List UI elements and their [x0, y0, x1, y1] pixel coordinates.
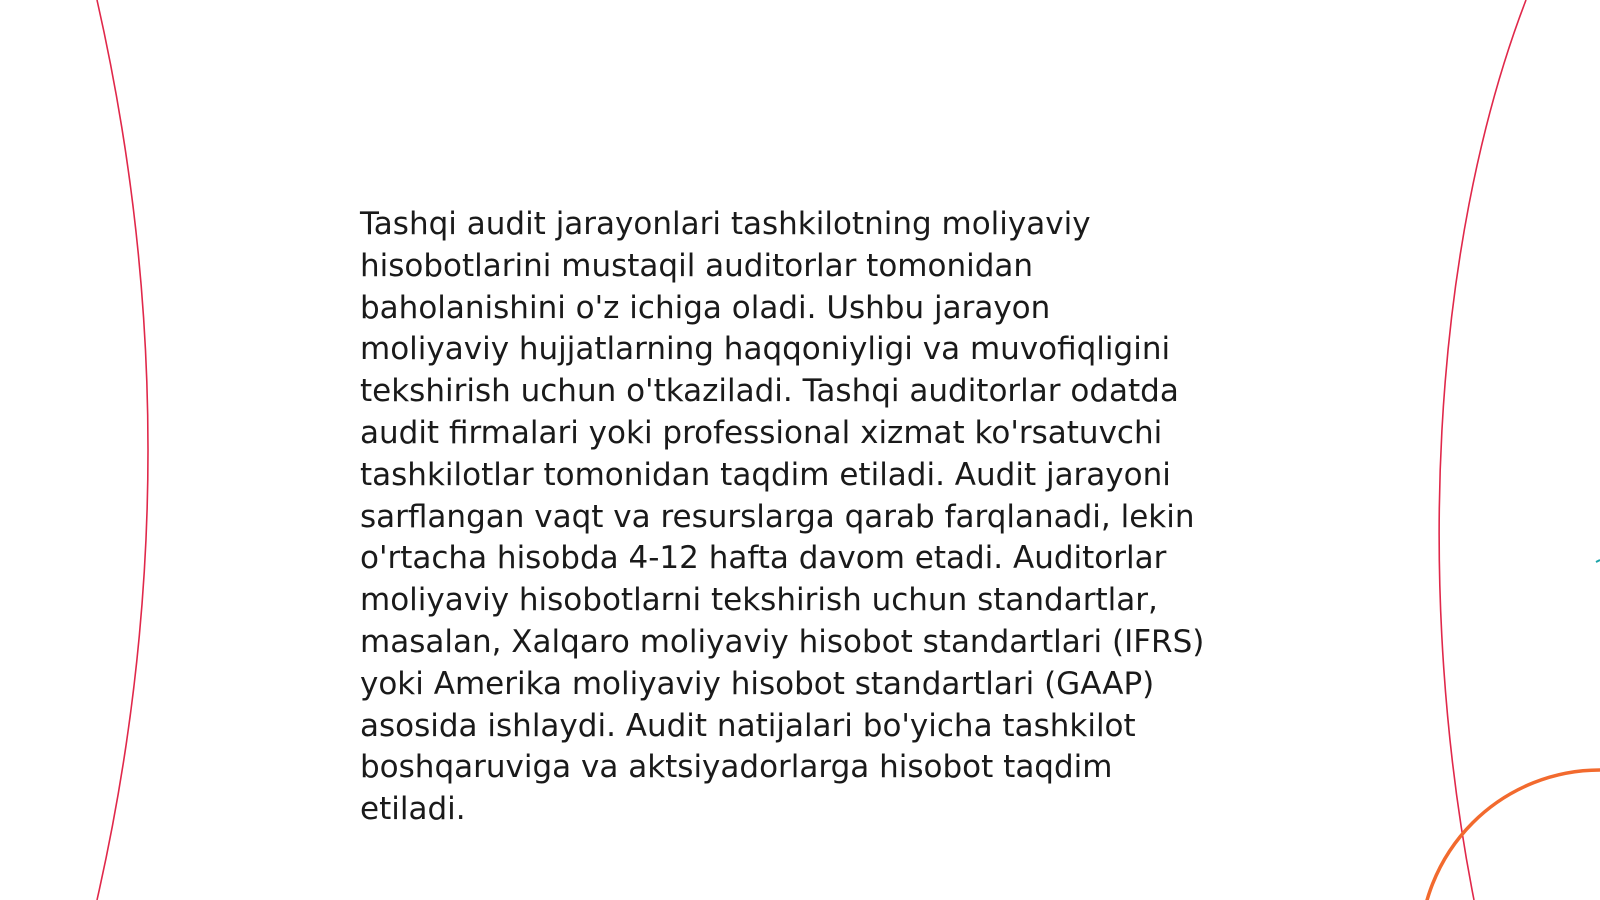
- paragraph-line: tashkilotlar tomonidan taqdim etiladi. Audit jarayoni: [360, 456, 1171, 493]
- paragraph-line: boshqaruviga va aktsiyadorlarga hisobot taqdim: [360, 749, 1113, 786]
- paragraph-line: sarflangan vaqt va resurslarga qarab farqlanadi, lekin: [360, 498, 1195, 535]
- paragraph-line: etiladi.: [360, 791, 466, 828]
- teal-accent-mark: [1596, 560, 1600, 562]
- orange-circle-arc: [1420, 770, 1600, 900]
- paragraph-line: tekshirish uchun o'tkaziladi. Tashqi auditorlar odatda: [360, 373, 1179, 410]
- body-paragraph: [360, 204, 1240, 831]
- paragraph-line: audit firmalari yoki professional xizmat ko'rsatuvchi: [360, 414, 1163, 451]
- paragraph-line: hisobotlarini mustaqil auditorlar tomonidan: [360, 247, 1034, 284]
- paragraph-line: baholanishini o'z ichiga oladi. Ushbu jarayon: [360, 289, 1051, 326]
- paragraph-line: moliyaviy hujjatlarning haqqoniyligi va muvofiqligini: [360, 331, 1171, 368]
- paragraph-line: yoki Amerika moliyaviy hisobot standartlari (GAAP): [360, 665, 1155, 702]
- paragraph-line: Tashqi audit jarayonlari tashkilotning moliyaviy: [360, 206, 1091, 242]
- right-red-arc: [1439, 0, 1526, 900]
- paragraph-line: moliyaviy hisobotlarni tekshirish uchun standartlar,: [360, 582, 1158, 619]
- paragraph-line: asosida ishlaydi. Audit natijalari bo'yicha tashkilot: [360, 707, 1136, 744]
- left-red-arc: [97, 0, 148, 900]
- paragraph-line: o'rtacha hisobda 4-12 hafta davom etadi. Auditorlar: [360, 540, 1167, 577]
- paragraph-line: masalan, Xalqaro moliyaviy hisobot standartlari (IFRS): [360, 623, 1205, 660]
